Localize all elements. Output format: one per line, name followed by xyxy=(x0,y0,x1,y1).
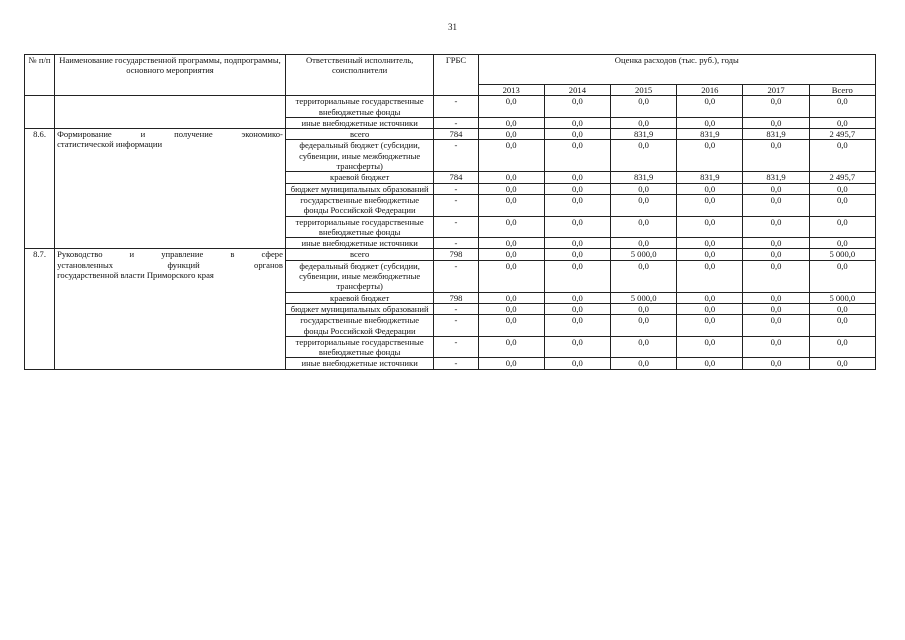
value-cell: 831,9 xyxy=(743,129,809,140)
value-cell: 0,0 xyxy=(478,117,544,128)
source-cell: государственные внебюджетные фонды Российской Федерации xyxy=(285,315,434,337)
section-index: 8.6. xyxy=(25,129,55,249)
value-cell: 0,0 xyxy=(544,303,610,314)
value-cell: 5 000,0 xyxy=(809,292,875,303)
grbs-cell: 784 xyxy=(434,129,478,140)
value-cell: 0,0 xyxy=(809,303,875,314)
value-cell: 0,0 xyxy=(809,336,875,358)
grbs-cell: - xyxy=(434,336,478,358)
value-cell: 0,0 xyxy=(743,358,809,369)
value-cell: 0,0 xyxy=(478,303,544,314)
section-name-line: статистической информации xyxy=(57,139,163,150)
value-cell: 0,0 xyxy=(809,216,875,238)
source-cell: бюджет муниципальных образований xyxy=(285,303,434,314)
header-executor: Ответственный исполнитель, соисполнители xyxy=(285,55,434,96)
value-cell: 0,0 xyxy=(611,140,677,172)
value-cell: 0,0 xyxy=(478,260,544,292)
value-cell: 0,0 xyxy=(809,358,875,369)
source-cell: всего xyxy=(285,129,434,140)
grbs-cell: - xyxy=(434,216,478,238)
source-cell: иные внебюджетные источники xyxy=(285,117,434,128)
value-cell: 0,0 xyxy=(743,140,809,172)
value-cell: 0,0 xyxy=(743,96,809,118)
value-cell: 0,0 xyxy=(478,336,544,358)
grbs-cell: - xyxy=(434,194,478,216)
table-body xyxy=(25,96,876,369)
value-cell: 0,0 xyxy=(677,249,743,260)
value-cell: 0,0 xyxy=(544,315,610,337)
source-cell: бюджет муниципальных образований xyxy=(285,183,434,194)
value-cell: 0,0 xyxy=(478,249,544,260)
section-name-line: Руководство и управление в сфере xyxy=(57,249,283,260)
value-cell: 0,0 xyxy=(544,140,610,172)
value-cell: 0,0 xyxy=(743,336,809,358)
grbs-cell: - xyxy=(434,315,478,337)
source-cell: территориальные государственные внебюджетные фонды xyxy=(285,336,434,358)
value-cell: 0,0 xyxy=(611,96,677,118)
value-cell: 2 495,7 xyxy=(809,129,875,140)
value-cell: 0,0 xyxy=(611,216,677,238)
value-cell: 0,0 xyxy=(677,117,743,128)
value-cell: 0,0 xyxy=(809,96,875,118)
value-cell: 0,0 xyxy=(743,117,809,128)
value-cell: 0,0 xyxy=(544,260,610,292)
grbs-cell: 798 xyxy=(434,249,478,260)
grbs-cell: - xyxy=(434,117,478,128)
header-name: Наименование государственной программы, подпрограммы, основного мероприятия xyxy=(55,55,286,96)
value-cell: 0,0 xyxy=(677,238,743,249)
grbs-cell: 784 xyxy=(434,172,478,183)
value-cell: 0,0 xyxy=(677,303,743,314)
value-cell: 0,0 xyxy=(677,260,743,292)
value-cell: 0,0 xyxy=(611,238,677,249)
value-cell: 0,0 xyxy=(611,183,677,194)
value-cell: 0,0 xyxy=(478,129,544,140)
value-cell: 0,0 xyxy=(478,140,544,172)
header-no: № п/п xyxy=(25,55,55,96)
value-cell: 0,0 xyxy=(809,238,875,249)
table-row xyxy=(25,129,876,140)
value-cell: 2 495,7 xyxy=(809,172,875,183)
grbs-cell: - xyxy=(434,303,478,314)
grbs-cell: - xyxy=(434,140,478,172)
value-cell: 0,0 xyxy=(677,336,743,358)
value-cell: 0,0 xyxy=(677,292,743,303)
value-cell: 831,9 xyxy=(677,129,743,140)
value-cell: 0,0 xyxy=(611,358,677,369)
source-cell: федеральный бюджет (субсидии, субвенции, иные межбюджетные трансферты) xyxy=(285,260,434,292)
section-name-line: установленных функций органов xyxy=(57,259,283,270)
value-cell: 831,9 xyxy=(611,172,677,183)
value-cell: 0,0 xyxy=(677,183,743,194)
value-cell: 5 000,0 xyxy=(611,249,677,260)
value-cell: 0,0 xyxy=(611,117,677,128)
source-cell: федеральный бюджет (субсидии, субвенции, иные межбюджетные трансферты) xyxy=(285,140,434,172)
value-cell: 0,0 xyxy=(544,249,610,260)
header-year: 2016 xyxy=(677,85,743,96)
page-number: 31 xyxy=(448,22,457,32)
value-cell: 831,9 xyxy=(611,129,677,140)
value-cell: 0,0 xyxy=(677,194,743,216)
source-cell: иные внебюджетные источники xyxy=(285,238,434,249)
value-cell: 0,0 xyxy=(478,172,544,183)
grbs-cell: - xyxy=(434,260,478,292)
value-cell: 0,0 xyxy=(478,183,544,194)
source-cell: территориальные государственные внебюджетные фонды xyxy=(285,216,434,238)
value-cell: 0,0 xyxy=(743,238,809,249)
value-cell: 0,0 xyxy=(809,183,875,194)
value-cell: 0,0 xyxy=(611,260,677,292)
value-cell: 0,0 xyxy=(743,292,809,303)
value-cell: 0,0 xyxy=(611,303,677,314)
value-cell: 0,0 xyxy=(478,238,544,249)
value-cell: 0,0 xyxy=(544,336,610,358)
value-cell: 831,9 xyxy=(677,172,743,183)
value-cell: 0,0 xyxy=(478,292,544,303)
value-cell: 0,0 xyxy=(544,129,610,140)
header-year: Всего xyxy=(809,85,875,96)
budget-table xyxy=(24,54,876,370)
value-cell: 0,0 xyxy=(611,336,677,358)
value-cell: 0,0 xyxy=(611,315,677,337)
section-name-line: Формирование и получение экономико- xyxy=(57,129,283,140)
value-cell: 0,0 xyxy=(743,303,809,314)
value-cell: 0,0 xyxy=(544,194,610,216)
value-cell: 831,9 xyxy=(743,172,809,183)
value-cell: 0,0 xyxy=(809,140,875,172)
section-name xyxy=(55,249,286,369)
value-cell: 0,0 xyxy=(478,216,544,238)
value-cell: 0,0 xyxy=(544,358,610,369)
value-cell: 0,0 xyxy=(743,183,809,194)
value-cell: 0,0 xyxy=(478,96,544,118)
grbs-cell: - xyxy=(434,358,478,369)
value-cell: 0,0 xyxy=(544,183,610,194)
source-cell: краевой бюджет xyxy=(285,292,434,303)
value-cell: 0,0 xyxy=(544,238,610,249)
source-cell: всего xyxy=(285,249,434,260)
value-cell: 0,0 xyxy=(809,315,875,337)
value-cell: 0,0 xyxy=(677,140,743,172)
value-cell: 0,0 xyxy=(544,117,610,128)
source-cell: территориальные государственные внебюджетные фонды xyxy=(285,96,434,118)
empty-name-cell xyxy=(55,96,286,129)
value-cell: 0,0 xyxy=(677,315,743,337)
table-row xyxy=(25,96,876,118)
value-cell: 0,0 xyxy=(677,216,743,238)
grbs-cell: 798 xyxy=(434,292,478,303)
header-year: 2013 xyxy=(478,85,544,96)
value-cell: 0,0 xyxy=(611,194,677,216)
grbs-cell: - xyxy=(434,183,478,194)
value-cell: 0,0 xyxy=(809,194,875,216)
value-cell: 0,0 xyxy=(677,96,743,118)
grbs-cell: - xyxy=(434,96,478,118)
value-cell: 5 000,0 xyxy=(611,292,677,303)
value-cell: 0,0 xyxy=(478,358,544,369)
header-grbs: ГРБС xyxy=(434,55,478,96)
source-cell: краевой бюджет xyxy=(285,172,434,183)
value-cell: 0,0 xyxy=(544,216,610,238)
value-cell: 0,0 xyxy=(478,194,544,216)
header-year: 2015 xyxy=(611,85,677,96)
value-cell: 0,0 xyxy=(478,315,544,337)
header-year: 2014 xyxy=(544,85,610,96)
value-cell: 5 000,0 xyxy=(809,249,875,260)
value-cell: 0,0 xyxy=(544,96,610,118)
source-cell: иные внебюджетные источники xyxy=(285,358,434,369)
grbs-cell: - xyxy=(434,238,478,249)
value-cell: 0,0 xyxy=(743,249,809,260)
empty-index-cell xyxy=(25,96,55,129)
value-cell: 0,0 xyxy=(544,292,610,303)
value-cell: 0,0 xyxy=(809,117,875,128)
header-costs: Оценка расходов (тыс. руб.), годы xyxy=(478,55,875,85)
table-row xyxy=(25,249,876,260)
value-cell: 0,0 xyxy=(743,260,809,292)
value-cell: 0,0 xyxy=(677,358,743,369)
section-name-line: государственной власти Приморского края xyxy=(57,270,214,281)
section-index: 8.7. xyxy=(25,249,55,369)
source-cell: государственные внебюджетные фонды Российской Федерации xyxy=(285,194,434,216)
value-cell: 0,0 xyxy=(743,315,809,337)
value-cell: 0,0 xyxy=(544,172,610,183)
value-cell: 0,0 xyxy=(743,216,809,238)
value-cell: 0,0 xyxy=(809,260,875,292)
header-year: 2017 xyxy=(743,85,809,96)
value-cell: 0,0 xyxy=(743,194,809,216)
section-name xyxy=(55,129,286,249)
